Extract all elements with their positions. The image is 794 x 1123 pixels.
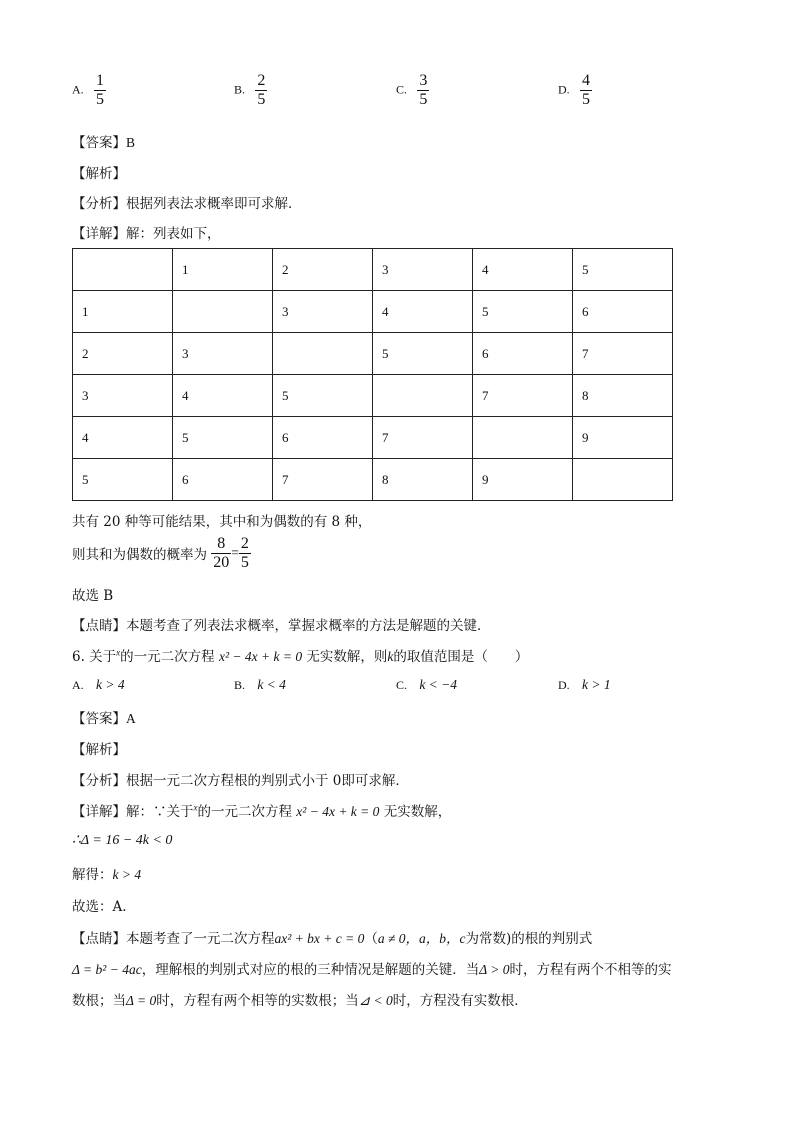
- q6-option-b: [234, 677, 286, 693]
- table-cell: 6: [473, 333, 573, 375]
- option-fraction: [580, 72, 592, 108]
- table-cell: 1: [73, 291, 173, 333]
- stem-prefix: 6. 关于: [72, 649, 117, 665]
- q6-comment-line-2: [72, 958, 672, 978]
- stem-mid2: 无实数解，则: [306, 649, 388, 665]
- table-cell: 7: [573, 333, 673, 375]
- stem-suffix: 的取值范围是（ ）: [393, 649, 529, 665]
- table-cell: 5: [273, 375, 373, 417]
- table-cell: 6: [173, 459, 273, 501]
- solve-expr: k > 4: [112, 867, 142, 882]
- q5-option-c: [396, 72, 429, 108]
- table-cell: 4: [173, 375, 273, 417]
- fraction-denominator: 5: [257, 90, 266, 108]
- q6-option-c: [396, 677, 457, 693]
- stem-equation: x² − 4x + k = 0: [218, 649, 303, 664]
- fraction-denominator: 20: [213, 553, 230, 571]
- comment-text: 时，方程没有实数根．: [392, 993, 528, 1009]
- table-cell: 2: [73, 333, 173, 375]
- fraction-numerator: 2: [257, 72, 266, 89]
- detail-tag: 【详解】: [72, 226, 126, 242]
- table-cell: 5: [173, 417, 273, 459]
- option-letter: A.: [72, 82, 84, 97]
- fraction-numerator: 8: [211, 535, 231, 554]
- discriminant-zero: Δ = 0: [126, 993, 157, 1008]
- q5-probability-line: [72, 535, 251, 571]
- analysis-tag: 【分析】: [72, 773, 126, 789]
- comment-tag: 【点睛】: [72, 931, 126, 947]
- option-letter: D.: [558, 678, 570, 692]
- q6-comment-line-3: [72, 989, 528, 1009]
- q6-analysis-title: 【解析】: [72, 742, 126, 758]
- table-cell: [73, 249, 173, 291]
- fraction-denominator: 5: [419, 90, 428, 108]
- table-cell: 4: [473, 249, 573, 291]
- table-cell: 5: [73, 459, 173, 501]
- fraction-denominator: 5: [95, 90, 104, 108]
- fraction-numerator: 3: [419, 72, 428, 89]
- table-cell: 6: [573, 291, 673, 333]
- detail-var: x: [193, 802, 198, 813]
- q6-stem: [72, 645, 528, 665]
- q5-answer-line: [72, 131, 135, 151]
- option-fraction: [255, 72, 267, 108]
- table-cell: 5: [373, 333, 473, 375]
- q5-analysis-line: [72, 192, 302, 212]
- fraction-denominator: 5: [581, 90, 590, 108]
- option-letter: C.: [396, 82, 408, 97]
- table-cell: 1: [173, 249, 273, 291]
- q6-option-d: [558, 677, 611, 693]
- answer-value: B: [126, 135, 136, 150]
- stem-var: x: [116, 647, 121, 658]
- q5-option-b: [234, 72, 267, 108]
- table-cell: 2: [273, 249, 373, 291]
- table-cell: 5: [473, 291, 573, 333]
- solve-prefix: 解得：: [72, 867, 113, 883]
- table-cell: [573, 459, 673, 501]
- table-row: [73, 291, 673, 333]
- comment-condition: a ≠ 0，a，b，c: [377, 931, 466, 946]
- analysis-text: 根据列表法求概率即可求解．: [126, 196, 302, 212]
- analysis-text: 根据一元二次方程根的判别式小于 0即可求解．: [126, 773, 409, 789]
- table-cell: 4: [373, 291, 473, 333]
- comment-text: 为常数)的根的判别式: [465, 931, 593, 947]
- sum-table: [72, 248, 673, 501]
- table-cell: 8: [573, 375, 673, 417]
- q5-detail-line: [72, 222, 221, 242]
- probability-fraction-2: [239, 535, 251, 571]
- table-cell: 7: [373, 417, 473, 459]
- detail-text: 解：列表如下，: [126, 226, 221, 242]
- detail-suffix: 无实数解，: [383, 804, 452, 820]
- probability-prefix: 则其和为偶数的概率为: [72, 547, 207, 564]
- detail-equation: x² − 4x + k = 0: [296, 804, 380, 819]
- q6-analysis-line: [72, 769, 409, 789]
- q6-choose-line: 故选：A.: [72, 899, 127, 915]
- option-letter: D.: [558, 82, 570, 97]
- option-expr: k < 4: [257, 677, 286, 692]
- discriminant-negative: ⊿ < 0: [358, 993, 393, 1008]
- answer-tag: 【答案】: [72, 711, 126, 727]
- table-cell: 9: [473, 459, 573, 501]
- answer-tag: 【答案】: [72, 135, 126, 151]
- q6-solve-line: [72, 863, 141, 883]
- table-row: [73, 417, 673, 459]
- q5-analysis-title: 【解析】: [72, 166, 126, 182]
- option-expr: k < −4: [419, 677, 458, 692]
- detail-mid: 的一元二次方程: [197, 804, 292, 820]
- comment-text: 数根；当: [72, 993, 126, 1009]
- table-row: [73, 249, 673, 291]
- table-cell: 3: [373, 249, 473, 291]
- probability-fraction-1: [211, 535, 231, 571]
- q5-choose-line: 故选 B: [72, 588, 114, 604]
- q5-option-a: [72, 72, 106, 108]
- q6-detail-line: [72, 800, 451, 820]
- option-letter: C.: [396, 678, 408, 692]
- table-cell: 4: [73, 417, 173, 459]
- table-cell: [473, 417, 573, 459]
- option-expr: k > 4: [95, 677, 125, 692]
- table-cell: [373, 375, 473, 417]
- analysis-tag: 【分析】: [72, 196, 126, 212]
- q6-comment-line-1: [72, 927, 592, 947]
- table-cell: [173, 291, 273, 333]
- table-cell: 8: [373, 459, 473, 501]
- q5-comment-line: [72, 614, 491, 634]
- option-letter: B.: [234, 82, 246, 97]
- option-expr: k > 1: [581, 677, 611, 692]
- q5-summary-line: 共有 20 种等可能结果，其中和为偶数的有 8 种，: [72, 514, 372, 530]
- table-row: [73, 333, 673, 375]
- sum-table-body: [73, 249, 673, 501]
- table-cell: [273, 333, 373, 375]
- discriminant-positive: Δ > 0: [479, 962, 510, 977]
- comment-paren: （: [364, 931, 378, 947]
- option-fraction: [94, 72, 106, 108]
- comment-text: 时，方程有两个相等的实数根；当: [156, 993, 359, 1009]
- q6-answer-line: [72, 707, 136, 727]
- fraction-denominator: 5: [240, 553, 249, 571]
- detail-prefix: 解：∵关于: [126, 804, 194, 820]
- option-letter: B.: [234, 678, 246, 692]
- discriminant-formula: Δ = b² − 4ac: [72, 962, 142, 977]
- table-cell: 3: [73, 375, 173, 417]
- comment-text: 时，方程有两个不相等的实: [509, 962, 672, 978]
- table-cell: 9: [573, 417, 673, 459]
- detail-tag: 【详解】: [72, 804, 126, 820]
- q5-option-d: [558, 72, 592, 108]
- table-cell: 5: [573, 249, 673, 291]
- table-cell: 6: [273, 417, 373, 459]
- comment-text: 本题考查了一元二次方程: [126, 931, 275, 947]
- fraction-numerator: 2: [240, 535, 249, 552]
- q6-therefore-line: ∴Δ = 16 − 4k < 0: [72, 833, 173, 848]
- answer-value: A: [126, 711, 136, 726]
- stem-mid: 的一元二次方程: [120, 649, 215, 665]
- table-cell: 7: [473, 375, 573, 417]
- table-row: [73, 375, 673, 417]
- table-cell: 3: [273, 291, 373, 333]
- comment-text: ，理解根的判别式对应的根的三种情况是解题的关键．当: [141, 962, 480, 978]
- option-fraction: [417, 72, 429, 108]
- comment-text: 本题考查了列表法求概率，掌握求概率的方法是解题的关键．: [126, 618, 491, 634]
- comment-tag: 【点睛】: [72, 618, 126, 634]
- equals-sign: =: [231, 545, 239, 561]
- stem-k: k: [387, 649, 394, 664]
- table-cell: 7: [273, 459, 373, 501]
- table-cell: 3: [173, 333, 273, 375]
- q6-option-a: [72, 677, 125, 693]
- table-row: [73, 459, 673, 501]
- comment-equation: ax² + bx + c = 0: [274, 931, 365, 946]
- fraction-numerator: 1: [95, 72, 104, 89]
- option-letter: A.: [72, 678, 84, 692]
- fraction-numerator: 4: [581, 72, 590, 89]
